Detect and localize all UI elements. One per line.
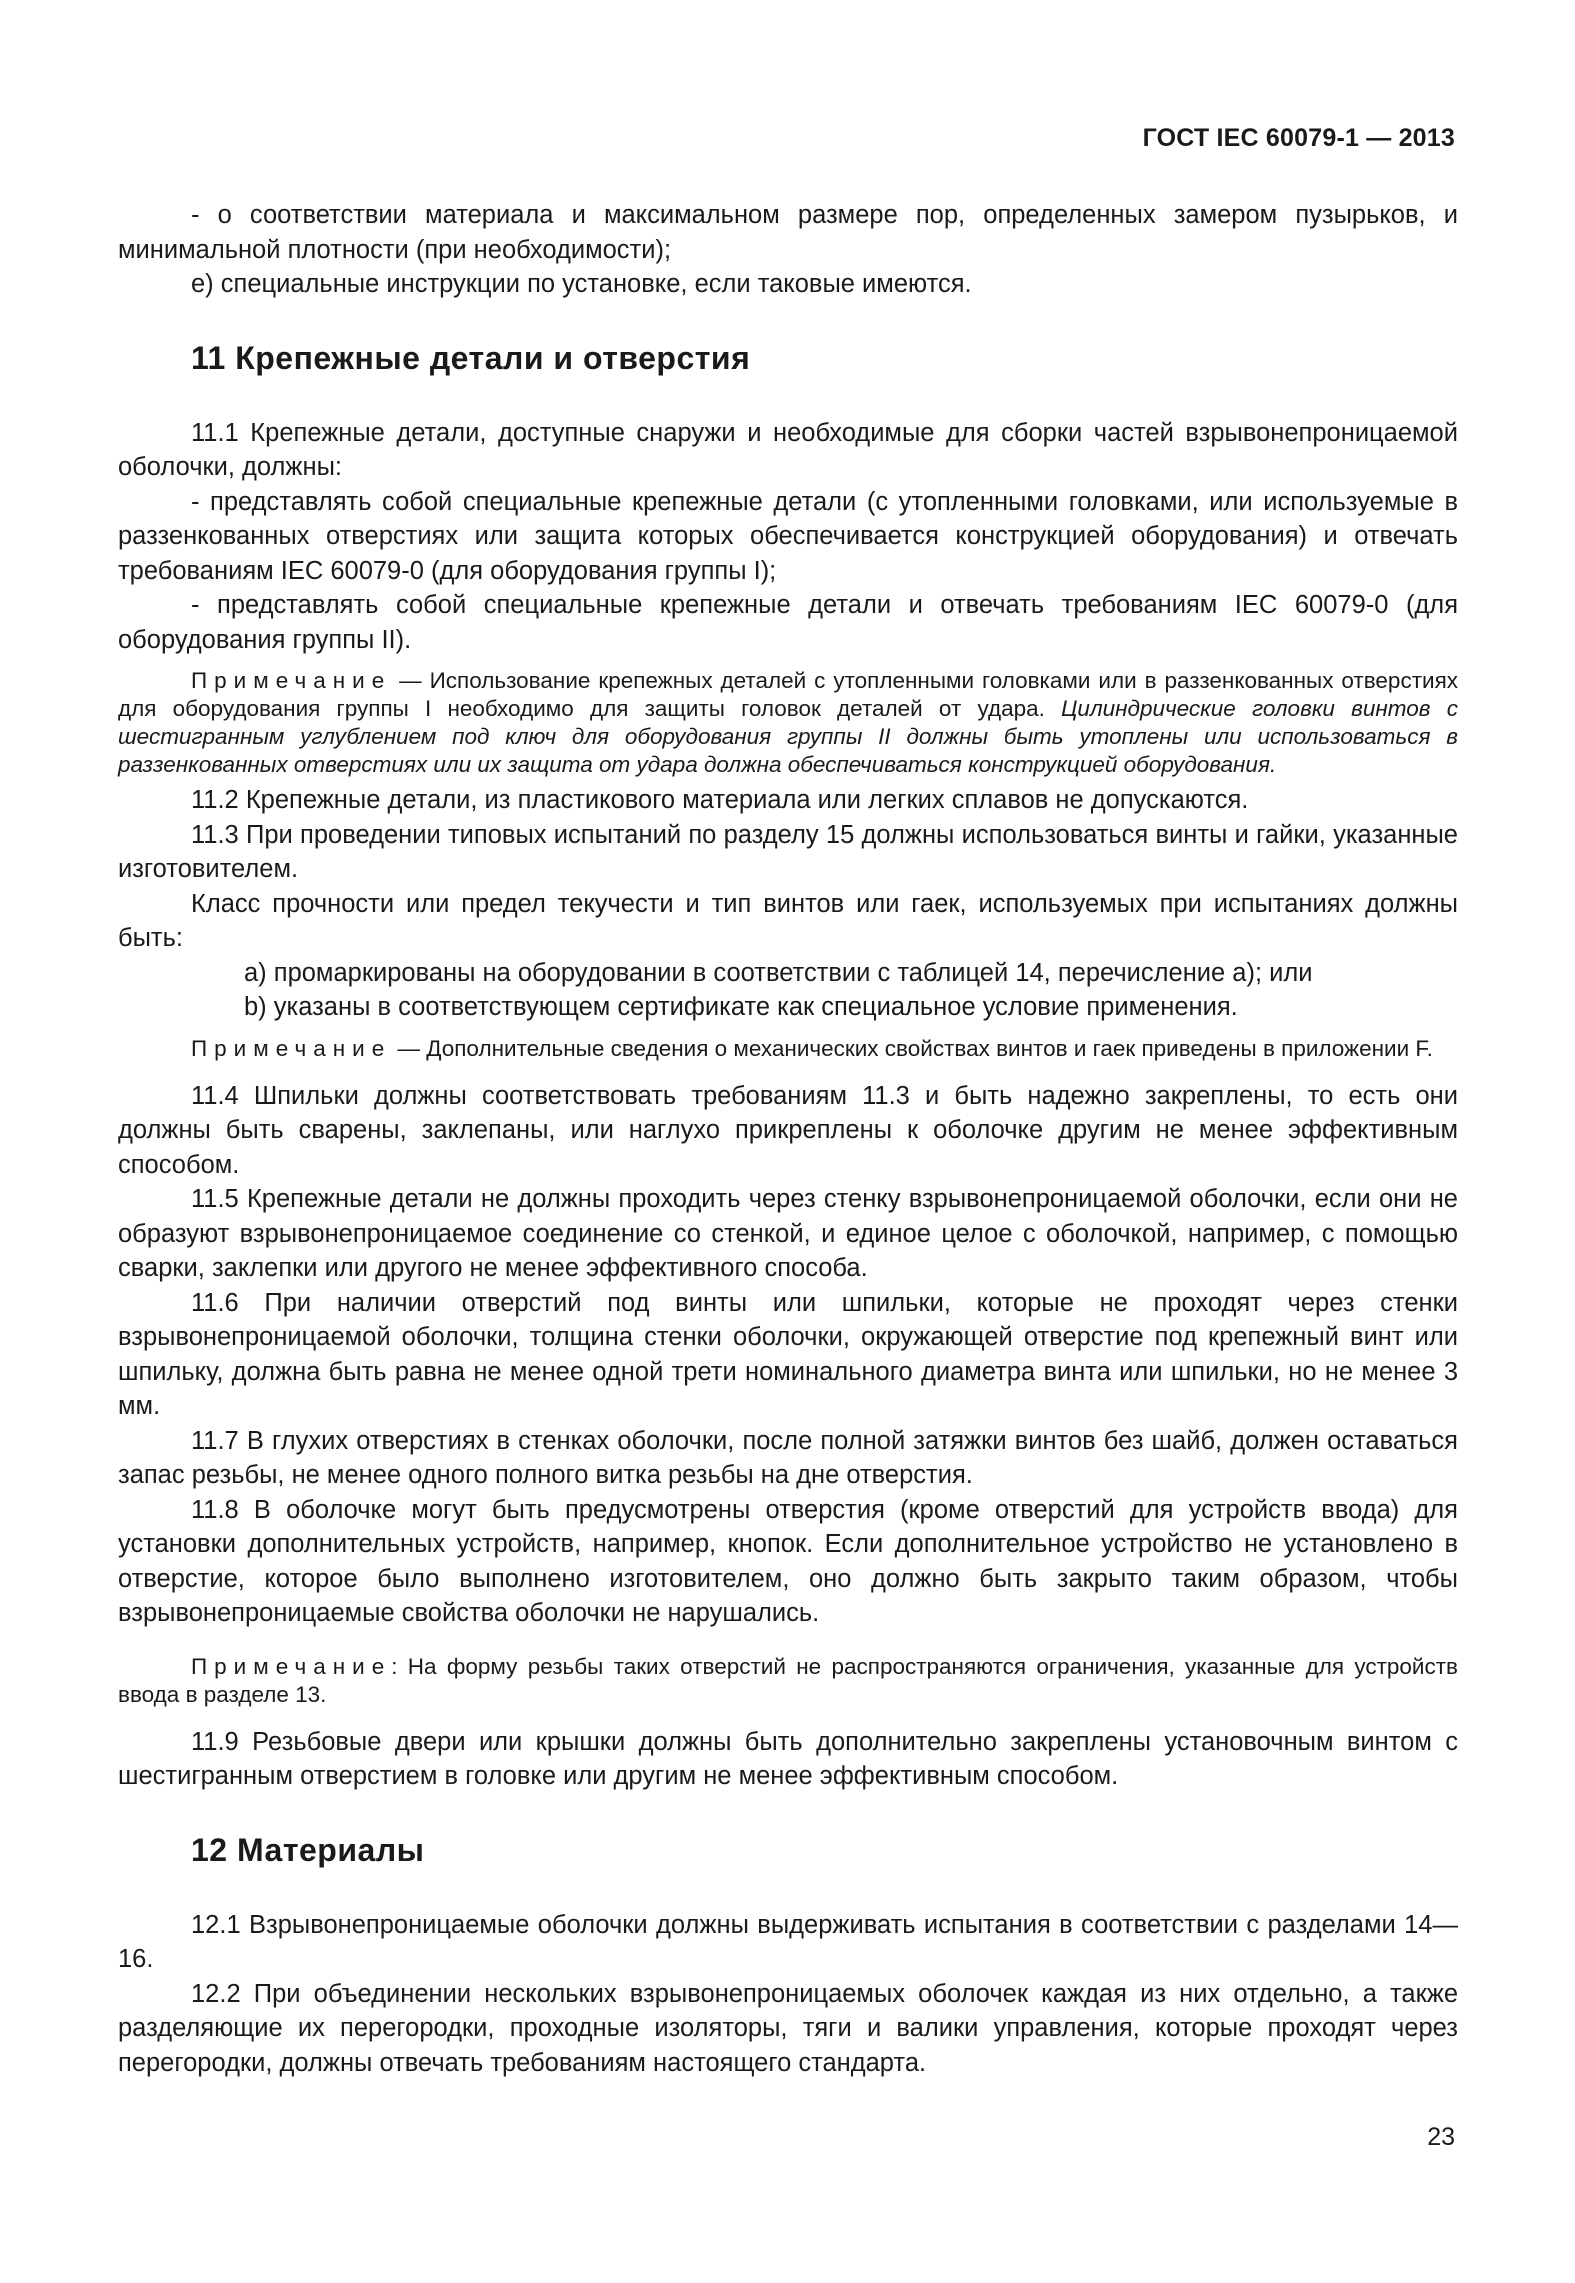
note-1-text: — Использование крепежных деталей с утопленными головками или в раззенкованных отверстиях для оборудования группы I необходимо для защиты головок деталей от удара. [118,668,1458,721]
clause-11-3-continued: Класс прочности или предел текучести и тип винтов или гаек, используемых при испытаниях должны быть: [118,889,1458,952]
intro-paragraph-1: - о соответствии материала и максимальном размере пор, определенных замером пузырьков, и минимальной плотности (при необходимости); [118,201,1458,264]
page-number: 23 [1427,2123,1455,2151]
clause-11-1: 11.1 Крепежные детали, доступные снаружи и необходимые для сборки частей взрывонепроницаемой оболочки, должны: [118,418,1458,481]
note-1 [118,667,1458,779]
clause-11-2: 11.2 Крепежные детали, из пластикового материала или легких сплавов не допускаются. [191,786,1249,814]
note-2-label: Примечание [191,1035,392,1061]
clause-11-5: 11.5 Крепежные детали не должны проходить через стенку взрывонепроницаемой оболочки, если они не образуют взрывонепроницаемое соединение со стенкой, и единое целое с оболочкой, например, с помощью сварки, заклепки или другого не менее эффективного способа. [118,1185,1458,1282]
spacer [118,1631,1458,1643]
intro-paragraph-2: e) специальные инструкции по установке, если таковые имеются. [191,270,972,298]
note-3-label: Примечание [191,1653,392,1679]
note-2-text: — Дополнительные сведения о механических свойствах винтов и гаек приведены в приложении F. [391,1035,1433,1061]
clause-11-6: 11.6 При наличии отверстий под винты или шпильки, которые не проходят через стенки взрывонепроницаемой оболочки, толщина стенки оболочки, окружающей отверстие под крепежный винт или шпильку, должна быть равна не менее одной трети номинального диаметра винта или шпильки, но не менее 3 мм. [118,1288,1458,1420]
clause-11-3: 11.3 При проведении типовых испытаний по разделу 15 должны использоваться винты и гайки, указанные изготовителем. [118,820,1458,883]
clause-11-1-item-1: - представлять собой специальные крепежные детали (с утопленными головками, или используемые в раззенкованных отверстиях или защита которых обеспечивается конструкцией оборудования) и отвечать требованиям IEC 60079-0 (для оборудования группы I); [118,487,1458,585]
note-3-text: : На форму резьбы таких отверстий не распространяются ограничения, указанные для устройств ввода в разделе 13. [118,1653,1458,1707]
clause-11-9: 11.9 Резьбовые двери или крышки должны быть дополнительно закреплены установочным винтом с шестигранным отверстием в головке или другим не менее эффективным способом. [118,1727,1458,1790]
note-3 [118,1653,1458,1709]
document-body [118,198,1458,2080]
note-1-label: Примечание [191,668,392,693]
note-1-italic-text: Цилиндрические головки винтов с шестигранным углублением под ключ для оборудования группы II должны быть утоплены или использоваться в раззенкованных отверстиях или их защита от удара должна обеспечиваться конструкцией оборудования. [118,696,1458,777]
clause-12-1: 12.1 Взрывонепроницаемые оболочки должны выдерживать испытания в соответствии с разделами 14—16. [118,1910,1458,1973]
list-item-b: b) указаны в соответствующем сертификате как специальное условие применения. [244,993,1238,1021]
clause-12-2: 12.2 При объединении нескольких взрывонепроницаемых оболочек каждая из них отдельно, а также разделяющие их перегородки, проходные изоляторы, тяги и валики управления, которые проходят через перегородки, должны отвечать требованиям настоящего стандарта. [118,1979,1458,2077]
clause-11-1-item-2: - представлять собой специальные крепежные детали и отвечать требованиям IEC 60079-0 (для оборудования группы II). [118,591,1458,654]
list-item-a: а) промаркированы на оборудовании в соответствии с таблицей 14, перечисление а); или [244,958,1313,987]
clause-11-8: 11.8 В оболочке могут быть предусмотрены отверстия (кроме отверстий для устройств ввода) для установки дополнительных устройств, например, кнопок. Если дополнительное устройство не установлено в отверстие, которое было выполнено изготовителем, оно должно быть закрыто таким образом, чтобы взрывонепроницаемые свойства оболочки не нарушались. [118,1495,1458,1627]
clause-11-4: 11.4 Шпильки должны соответствовать требованиям 11.3 и быть надежно закреплены, то есть они должны быть сварены, заклепаны, или наглухо прикреплены к оболочке другим не менее эффективным способом. [118,1081,1458,1179]
spacer [118,1713,1458,1725]
section-11-heading: 11 Крепежные детали и отверстия [191,339,751,376]
spacer [118,1067,1458,1079]
section-12-heading: 12 Материалы [191,1831,425,1868]
note-2 [118,1035,1458,1063]
clause-11-7: 11.7 В глухих отверстиях в стенках оболочки, после полной затяжки винтов без шайб, должен оставаться запас резьбы, не менее одного полного витка резьбы на дне отверстия. [118,1426,1458,1489]
document-header: ГОСТ IEC 60079-1 — 2013 [1142,124,1455,152]
